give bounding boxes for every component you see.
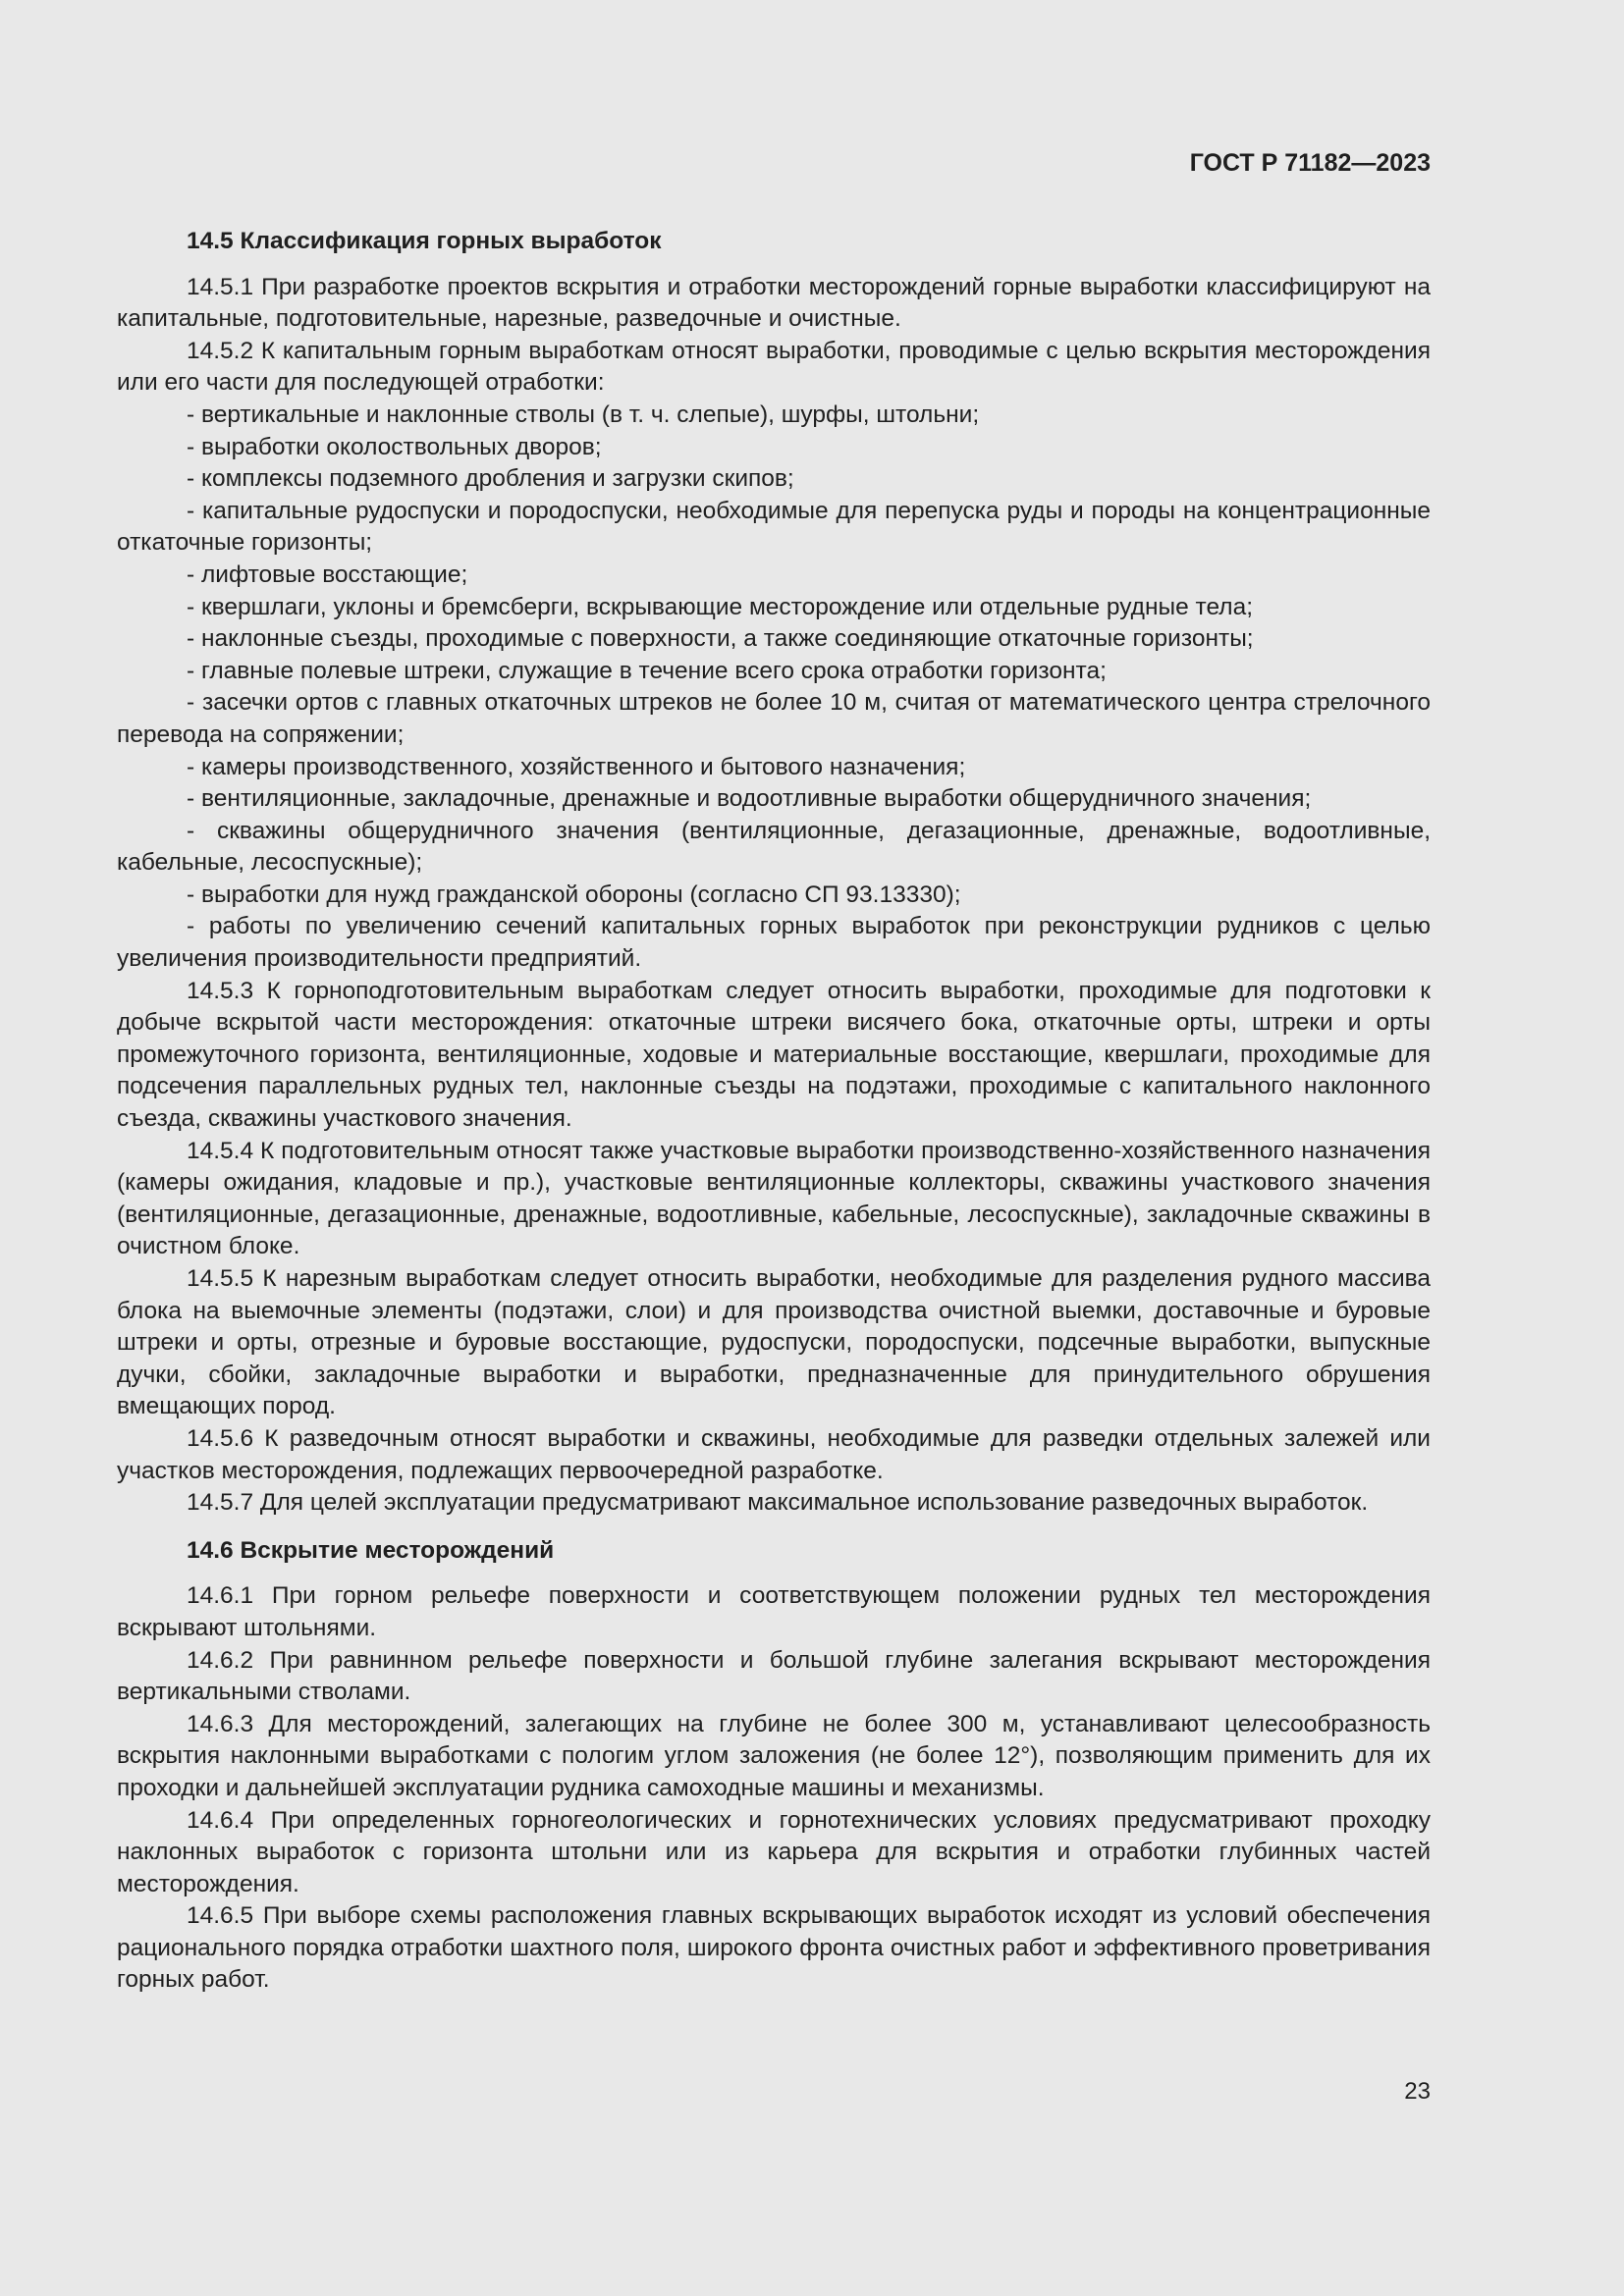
paragraph: 14.5.1 При разработке проектов вскрытия и отработки месторождений горные выработки классифицируют на капитальные, подготовительные, нарезные, разведочные и очистные. <box>117 273 1431 333</box>
list-item: - наклонные съезды, проходимые с поверхности, а также соединяющие откаточные горизонты; <box>187 625 1254 653</box>
list-item: - камеры производственного, хозяйственного и бытового назначения; <box>187 753 966 780</box>
list-item: - выработки околоствольных дворов; <box>187 433 602 460</box>
paragraph: 14.6.1 При горном рельефе поверхности и соответствующем положении рудных тел месторождения вскрывают штольнями. <box>117 1582 1431 1641</box>
paragraph: 14.5.3 К горноподготовительным выработкам следует относить выработки, проходимые для подготовки к добыче вскрытой части месторождения: откаточные штреки висячего бока, откаточные орты, штреки и орты промежуточного горизонта, вентиляционные, ходовые и материальные восстающие, квершлаги, проходимые для подсечения параллельных рудных тел, наклонные съезды на подэтажи, проходимые с капитального наклонного съезда, скважины участкового значения. <box>117 977 1431 1133</box>
list-item: - работы по увеличению сечений капитальных горных выработок при реконструкции рудников с целью увеличения производительности предприятий. <box>117 913 1431 973</box>
document-id: ГОСТ Р 71182—2023 <box>1189 149 1431 177</box>
section-14-5 <box>117 226 1431 1520</box>
list-item: - скважины общерудничного значения (вентиляционные, дегазационные, дренажные, водоотливные, кабельные, лесоспускные); <box>117 817 1431 877</box>
document-body <box>117 226 1431 1997</box>
list-item: - квершлаги, уклоны и бремсберги, вскрывающие месторождение или отдельные рудные тела; <box>187 593 1254 620</box>
list-item: - главные полевые штреки, служащие в течение всего срока отработки горизонта; <box>187 657 1107 684</box>
list-item: - лифтовые восстающие; <box>187 561 468 588</box>
paragraph: 14.5.5 К нарезным выработкам следует относить выработки, необходимые для разделения рудного массива блока на выемочные элементы (подэтажи, слои) и для производства очистной выемки, доставочные и буровые штреки и орты, отрезные и буровые восстающие, рудоспуски, породоспуски, подсечные выработки, выпускные дучки, сбойки, закладочные выработки и выработки, предназначенные для принудительного обрушения вмещающих пород. <box>117 1265 1431 1420</box>
list-item: - комплексы подземного дробления и загрузки скипов; <box>187 465 794 493</box>
list-item: - вертикальные и наклонные стволы (в т. ч. слепые), шурфы, штольни; <box>187 400 980 428</box>
section-heading: 14.6 Вскрытие месторождений <box>187 1536 555 1564</box>
paragraph: 14.6.2 При равнинном рельефе поверхности и большой глубине залегания вскрывают месторождения вертикальными стволами. <box>117 1646 1431 1706</box>
paragraph: 14.6.5 При выборе схемы расположения главных вскрывающих выработок исходят из условий обеспечения рационального порядка отработки шахтного поля, широкого фронта очистных работ и эффективного проветривания горных работ. <box>117 1902 1431 1994</box>
list-item: - капитальные рудоспуски и породоспуски, необходимые для перепуска руды и породы на концентрационные откаточные горизонты; <box>117 497 1431 557</box>
paragraph: 14.5.4 К подготовительным относят также участковые выработки производственно-хозяйственного назначения (камеры ожидания, кладовые и пр.), участковые вентиляционные коллекторы, скважины участкового значения (вентиляционные, дегазационные, дренажные, водоотливные, кабельные, лесоспускные), закладочные скважины в очистном блоке. <box>117 1137 1431 1260</box>
list-item: - вентиляционные, закладочные, дренажные и водоотливные выработки общерудничного значения; <box>187 785 1312 813</box>
paragraph: 14.5.2 К капитальным горным выработкам относят выработки, проводимые с целью вскрытия месторождения или его части для последующей отработки: <box>117 337 1431 397</box>
paragraph: 14.6.4 При определенных горногеологических и горнотехнических условиях предусматривают проходку наклонных выработок с горизонта штольни или из карьера для вскрытия и отработки глубинных частей месторождения. <box>117 1806 1431 1897</box>
paragraph: 14.5.7 Для целей эксплуатации предусматривают максимальное использование разведочных выработок. <box>187 1489 1369 1517</box>
list-item: - засечки ортов с главных откаточных штреков не более 10 м, считая от математического центра стрелочного перевода на сопряжении; <box>117 689 1431 748</box>
section-heading: 14.5 Классификация горных выработок <box>187 228 662 254</box>
page-number: 23 <box>1404 2078 1431 2105</box>
paragraph: 14.5.6 К разведочным относят выработки и скважины, необходимые для разведки отдельных залежей или участков месторождения, подлежащих первоочередной разработке. <box>117 1424 1431 1484</box>
paragraph: 14.6.3 Для месторождений, залегающих на глубине не более 300 м, устанавливают целесообразность вскрытия наклонными выработками с пологим углом заложения (не более 12°), позволяющим применить для их проходки и дальнейшей эксплуатации рудника самоходные машины и механизмы. <box>117 1710 1431 1801</box>
list-item: - выработки для нужд гражданской обороны (согласно СП 93.13330); <box>187 881 961 908</box>
section-14-6 <box>117 1535 1431 1997</box>
